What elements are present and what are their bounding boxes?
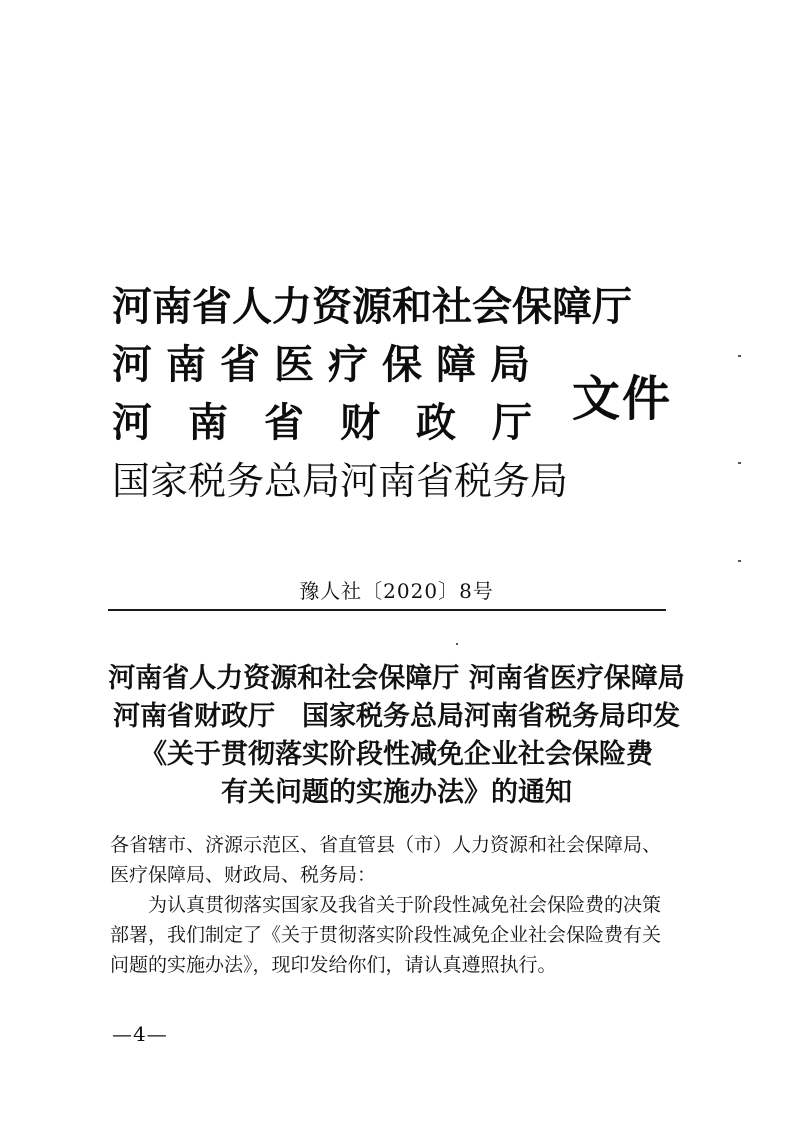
header-divider xyxy=(108,609,666,611)
issuer-hr-department: 河南省人力资源和社会保障厅 xyxy=(112,283,632,330)
issuer-finance-department: 河南省财政厅 xyxy=(112,399,568,446)
issuer-medical-security-bureau: 河南省医疗保障局 xyxy=(112,341,544,388)
title-line-4: 有关问题的实施办法》的通知 xyxy=(221,777,572,808)
notice-body xyxy=(110,830,675,980)
title-line-1: 河南省人力资源和社会保障厅 河南省医疗保障局 xyxy=(108,663,685,694)
recipients-line: 各省辖市、济源示范区、省直管县（市）人力资源和社会保障局、医疗保障局、财政局、税务局： xyxy=(110,834,662,886)
title-line-2: 河南省财政厅 国家税务总局河南省税务局印发 xyxy=(113,701,680,732)
body-paragraph: 为认真贯彻落实国家及我省关于阶段性减免社会保险费的决策部署，我们制定了《关于贯彻落实阶段性减免企业社会保险费有关问题的实施办法》，现印发给你们，请认真遵照执行。 xyxy=(110,894,662,976)
document-number: 豫人社〔2020〕8号 xyxy=(299,579,494,603)
title-line-3: 《关于贯彻落实阶段性减免企业社会保险费 xyxy=(140,739,653,770)
page-number: —4— xyxy=(112,1022,168,1046)
notice-title xyxy=(100,660,693,812)
scan-speck xyxy=(738,560,741,562)
scan-speck xyxy=(456,643,458,645)
document-type-label: 文件 xyxy=(572,371,673,427)
scan-speck xyxy=(738,462,741,464)
scan-speck xyxy=(738,355,741,357)
issuer-tax-bureau: 国家税务总局河南省税务局 xyxy=(112,459,569,503)
